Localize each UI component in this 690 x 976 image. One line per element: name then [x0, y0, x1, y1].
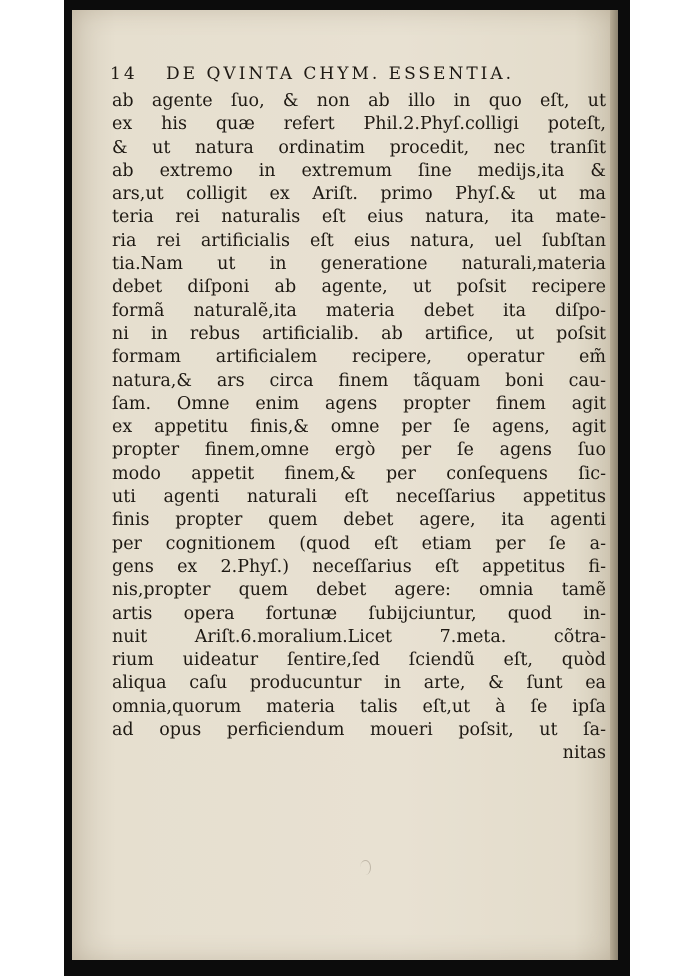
- text-line: per cognitionem (quod eſt etiam per ſe a-: [112, 533, 606, 554]
- text-line: teria rei naturalis eſt eius natura, ita mate-: [112, 207, 606, 228]
- text-line: aliqua caſu producuntur in arte, & ſunt ea: [112, 673, 606, 694]
- page-number: 14: [110, 64, 138, 84]
- text-line: nis,propter quem debet agere: omnia tamẽ: [112, 580, 606, 601]
- paper-mark: [360, 860, 371, 875]
- text-line: debet diſponi ab agente, ut poſsit recipere: [112, 277, 606, 298]
- text-line: nitas: [562, 743, 606, 764]
- text-line: modo appetit finem,& per conſequens ſic-: [112, 463, 606, 484]
- text-line: gens ex 2.Phyſ.) neceſſarius eſt appetitus fi-: [112, 556, 606, 577]
- text-line: ab extremo in extremum ſine medijs,ita &: [112, 160, 606, 181]
- text-line: artis opera fortunæ ſubijciuntur, quod in-: [112, 603, 606, 624]
- text-line: natura,& ars circa finem tãquam boni cau-: [112, 370, 606, 391]
- text-line: formam artificialem recipere, operatur em̃: [112, 347, 606, 368]
- page-header: [110, 64, 550, 84]
- text-line: formã naturalẽ,ita materia debet ita diſpo-: [112, 300, 606, 321]
- text-line: ab agente ſuo, & non ab illo in quo eſt, ut: [112, 91, 606, 111]
- text-line: omnia,quorum materia talis eſt,ut à ſe ipſa: [112, 696, 606, 717]
- text-line: uti agenti naturali eſt neceſſarius appetitus: [112, 487, 606, 508]
- text-line: rium uideatur ſentire,ſed ſciendũ eſt, quòd: [112, 650, 606, 671]
- text-line: ars,ut colligit ex Ariſt. primo Phyſ.& ut ma: [112, 184, 606, 205]
- page-edge: [610, 10, 618, 960]
- text-line: ex appetitu finis,& omne per ſe agens, agit: [112, 417, 606, 438]
- text-line: nuit Ariſt.6.moralium.Licet 7.meta. cõtra-: [112, 626, 606, 647]
- text-line: ni in rebus artificialib. ab artifice, ut poſsit: [112, 323, 606, 344]
- text-line: ſam. Omne enim agens propter finem agit: [112, 393, 606, 414]
- text-line: ex his quæ refert Phil.2.Phyſ.colligi poteſt,: [112, 114, 606, 135]
- text-line: & ut natura ordinatim procedit, nec tranſit: [112, 137, 606, 158]
- text-line: ad opus perficiendum moueri poſsit, ut ſa-: [112, 720, 606, 741]
- text-line: ria rei artificialis eſt eius natura, uel ſubſtan: [112, 230, 606, 251]
- text-line: finis propter quem debet agere, ita agenti: [112, 510, 606, 531]
- running-head: DE QVINTA CHYM. ESSENTIA.: [166, 64, 515, 84]
- text-line: propter finem,omne ergò per ſe agens ſuo: [112, 440, 606, 461]
- text-line: tia.Nam ut in generatione naturali,materia: [112, 254, 606, 275]
- body-text: [112, 90, 606, 766]
